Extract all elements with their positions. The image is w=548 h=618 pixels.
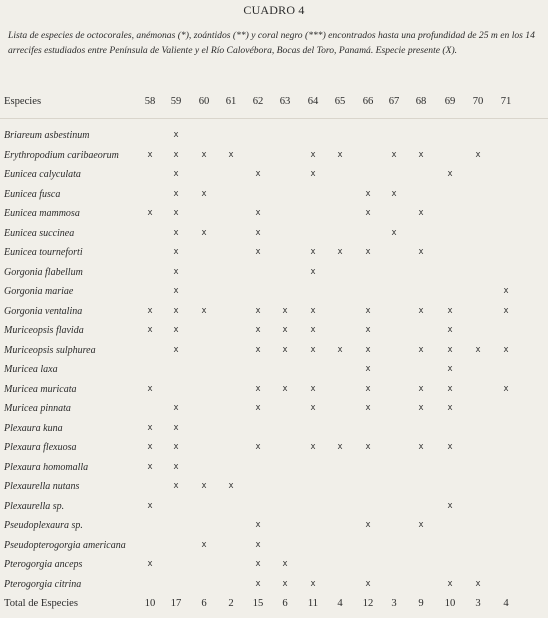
presence-mark: x <box>255 169 261 179</box>
presence-mark: x <box>255 442 261 452</box>
presence-mark: x <box>418 247 424 257</box>
presence-mark: x <box>418 383 424 394</box>
presence-mark: x <box>310 344 316 355</box>
totals-row <box>0 598 548 616</box>
species-name: Plexaura homomalla <box>4 461 89 473</box>
presence-mark: x <box>337 344 343 355</box>
table-row <box>0 403 548 422</box>
presence-mark: x <box>173 149 179 160</box>
presence-mark: x <box>147 559 153 569</box>
table-row <box>0 501 548 520</box>
presence-mark: x <box>447 578 453 589</box>
table-row <box>0 247 548 266</box>
presence-mark: x <box>201 539 207 550</box>
table-row <box>0 267 548 286</box>
presence-mark: x <box>147 383 153 394</box>
total-value-62: 15 <box>252 598 264 609</box>
presence-mark: x <box>418 344 424 355</box>
table-row <box>0 286 548 305</box>
species-name: Gorgonia flabellum <box>4 266 83 278</box>
species-name: Plexaurella nutans <box>4 481 80 492</box>
table-row <box>0 384 548 403</box>
presence-mark: x <box>365 208 371 218</box>
table-row <box>0 169 548 188</box>
total-value-69: 10 <box>444 598 456 609</box>
presence-mark: x <box>255 383 261 394</box>
presence-mark: x <box>447 305 453 316</box>
presence-mark: x <box>173 130 179 140</box>
presence-mark: x <box>255 539 261 550</box>
presence-mark: x <box>282 578 288 589</box>
presence-mark: x <box>447 344 453 355</box>
presence-mark: x <box>365 442 371 452</box>
presence-mark: x <box>255 305 261 316</box>
presence-mark: x <box>365 383 371 394</box>
presence-mark: x <box>173 227 179 238</box>
presence-mark: x <box>201 481 207 491</box>
site-header-58: 58 <box>144 96 156 107</box>
presence-mark: x <box>173 344 179 355</box>
table-row <box>0 325 548 344</box>
presence-mark: x <box>310 305 316 316</box>
presence-mark: x <box>282 325 288 335</box>
presence-mark: x <box>255 325 261 335</box>
species-name: Eunicea fusca <box>4 188 61 200</box>
presence-mark: x <box>391 227 397 238</box>
presence-mark: x <box>503 344 509 355</box>
species-name: Eunicea calyculata <box>4 169 81 180</box>
presence-mark: x <box>310 247 316 257</box>
header-divider <box>0 118 548 119</box>
species-name: Muricea laxa <box>4 364 58 375</box>
presence-mark: x <box>337 442 343 452</box>
presence-mark: x <box>391 188 397 199</box>
species-name: Plexaura kuna <box>4 422 63 434</box>
presence-mark: x <box>310 403 316 413</box>
presence-mark: x <box>310 578 316 589</box>
species-name: Pterogorgia anceps <box>4 559 83 570</box>
species-name: Eunicea tourneforti <box>4 247 83 258</box>
site-header-66: 66 <box>362 96 374 107</box>
presence-mark: x <box>255 208 261 218</box>
presence-mark: x <box>310 442 316 452</box>
presence-mark: x <box>475 149 481 160</box>
presence-mark: x <box>255 520 261 530</box>
species-name: Muriceopsis flavida <box>4 325 84 336</box>
presence-mark: x <box>391 149 397 160</box>
species-name: Muriceopsis sulphurea <box>4 344 96 356</box>
table-row <box>0 540 548 559</box>
presence-mark: x <box>173 325 179 335</box>
presence-mark: x <box>503 383 509 394</box>
presence-mark: x <box>147 422 153 433</box>
table-row <box>0 442 548 461</box>
total-value-68: 9 <box>418 598 424 609</box>
presence-mark: x <box>310 149 316 160</box>
presence-mark: x <box>447 364 453 374</box>
presence-mark: x <box>173 305 179 316</box>
presence-mark: x <box>201 305 207 316</box>
table-row <box>0 423 548 442</box>
site-header-62: 62 <box>252 96 264 107</box>
total-value-63: 6 <box>282 598 288 609</box>
presence-mark: x <box>147 149 153 160</box>
species-name: Erythropodium caribaeorum <box>4 149 119 161</box>
presence-mark: x <box>365 344 371 355</box>
presence-mark: x <box>282 383 288 394</box>
presence-mark: x <box>173 208 179 218</box>
presence-mark: x <box>447 325 453 335</box>
presence-mark: x <box>173 286 179 296</box>
presence-mark: x <box>255 227 261 238</box>
species-name: Plexaurella sp. <box>4 500 65 512</box>
species-name: Muricea muricata <box>4 383 77 395</box>
species-name: Gorgonia mariae <box>4 286 74 297</box>
presence-mark: x <box>310 383 316 394</box>
presence-mark: x <box>147 500 153 511</box>
table-row <box>0 306 548 325</box>
presence-mark: x <box>418 305 424 316</box>
presence-mark: x <box>310 266 316 277</box>
species-name: Muricea pinnata <box>4 403 71 414</box>
species-name: Gorgonia ventalina <box>4 305 83 317</box>
table-row <box>0 130 548 149</box>
presence-mark: x <box>365 578 371 589</box>
presence-mark: x <box>418 520 424 530</box>
table-row <box>0 208 548 227</box>
site-header-69: 69 <box>444 96 456 107</box>
presence-mark: x <box>173 169 179 179</box>
presence-mark: x <box>173 188 179 199</box>
presence-mark: x <box>173 481 179 491</box>
table-row <box>0 481 548 500</box>
presence-mark: x <box>337 247 343 257</box>
site-header-61: 61 <box>225 96 237 107</box>
site-header-64: 64 <box>307 96 319 107</box>
presence-mark: x <box>147 208 153 218</box>
site-header-65: 65 <box>334 96 346 107</box>
presence-mark: x <box>282 305 288 316</box>
page-title: CUADRO 4 <box>243 3 305 17</box>
site-header-68: 68 <box>415 96 427 107</box>
presence-mark: x <box>310 169 316 179</box>
presence-mark: x <box>447 169 453 179</box>
species-name: Eunicea succinea <box>4 227 75 239</box>
presence-mark: x <box>365 520 371 530</box>
total-value-61: 2 <box>228 598 234 609</box>
presence-mark: x <box>173 422 179 433</box>
presence-mark: x <box>447 403 453 413</box>
species-name: Pseudopterogorgia americana <box>4 539 126 551</box>
presence-mark: x <box>228 149 234 160</box>
presence-mark: x <box>173 403 179 413</box>
presence-mark: x <box>365 364 371 374</box>
presence-mark: x <box>447 383 453 394</box>
presence-mark: x <box>365 305 371 316</box>
presence-mark: x <box>418 149 424 160</box>
species-name: Briareum asbestinum <box>4 130 90 141</box>
species-name: Eunicea mammosa <box>4 208 80 219</box>
total-value-71: 4 <box>503 598 509 609</box>
presence-mark: x <box>147 461 153 472</box>
total-value-59: 17 <box>170 598 182 609</box>
presence-mark: x <box>503 305 509 316</box>
presence-mark: x <box>447 442 453 452</box>
species-name: Plexaura flexuosa <box>4 442 77 453</box>
presence-mark: x <box>310 325 316 335</box>
presence-mark: x <box>365 325 371 335</box>
table-row <box>0 520 548 539</box>
presence-mark: x <box>282 559 288 569</box>
presence-mark: x <box>228 481 234 491</box>
table-row <box>0 228 548 247</box>
presence-mark: x <box>447 500 453 511</box>
presence-mark: x <box>365 247 371 257</box>
presence-mark: x <box>365 403 371 413</box>
table-row <box>0 559 548 578</box>
species-name: Pterogorgia citrina <box>4 578 82 590</box>
site-header-60: 60 <box>198 96 210 107</box>
presence-mark: x <box>201 188 207 199</box>
presence-mark: x <box>365 188 371 199</box>
total-value-64: 11 <box>307 598 319 609</box>
species-name: Pseudoplexaura sp. <box>4 520 83 531</box>
presence-mark: x <box>173 266 179 277</box>
species-column-header: Especies <box>4 96 42 107</box>
presence-mark: x <box>255 344 261 355</box>
presence-mark: x <box>201 149 207 160</box>
presence-mark: x <box>147 442 153 452</box>
presence-mark: x <box>255 247 261 257</box>
site-header-70: 70 <box>472 96 484 107</box>
presence-mark: x <box>173 461 179 472</box>
total-value-65: 4 <box>337 598 343 609</box>
presence-mark: x <box>201 227 207 238</box>
total-value-67: 3 <box>391 598 397 609</box>
presence-mark: x <box>503 286 509 296</box>
presence-mark: x <box>282 344 288 355</box>
totals-label: Total de Especies <box>4 598 78 609</box>
total-value-60: 6 <box>201 598 207 609</box>
presence-mark: x <box>147 325 153 335</box>
table-row <box>0 345 548 364</box>
site-header-67: 67 <box>388 96 400 107</box>
presence-mark: x <box>418 442 424 452</box>
table-row <box>0 364 548 383</box>
site-header-63: 63 <box>279 96 291 107</box>
table-caption: Lista de especies de octocorales, anémonas (*), zoántidos (**) y coral negro (***) encontrados hasta una profundidad de 25 m en los 14 arrecifes estudiados entre Península de Valiente y el Río Calovébora, Bocas del Toro, Panamá. Especie presente (X). <box>8 30 535 56</box>
total-value-58: 10 <box>144 598 156 609</box>
table-row <box>0 462 548 481</box>
presence-mark: x <box>173 442 179 452</box>
presence-mark: x <box>173 247 179 257</box>
presence-mark: x <box>255 559 261 569</box>
presence-mark: x <box>475 344 481 355</box>
total-value-70: 3 <box>475 598 481 609</box>
presence-mark: x <box>475 578 481 589</box>
presence-mark: x <box>255 403 261 413</box>
site-header-59: 59 <box>170 96 182 107</box>
presence-mark: x <box>418 208 424 218</box>
presence-mark: x <box>147 305 153 316</box>
table-row <box>0 150 548 169</box>
presence-mark: x <box>418 403 424 413</box>
table-row <box>0 189 548 208</box>
total-value-66: 12 <box>362 598 374 609</box>
site-header-71: 71 <box>500 96 512 107</box>
presence-mark: x <box>337 149 343 160</box>
presence-mark: x <box>255 578 261 589</box>
table-row <box>0 579 548 598</box>
